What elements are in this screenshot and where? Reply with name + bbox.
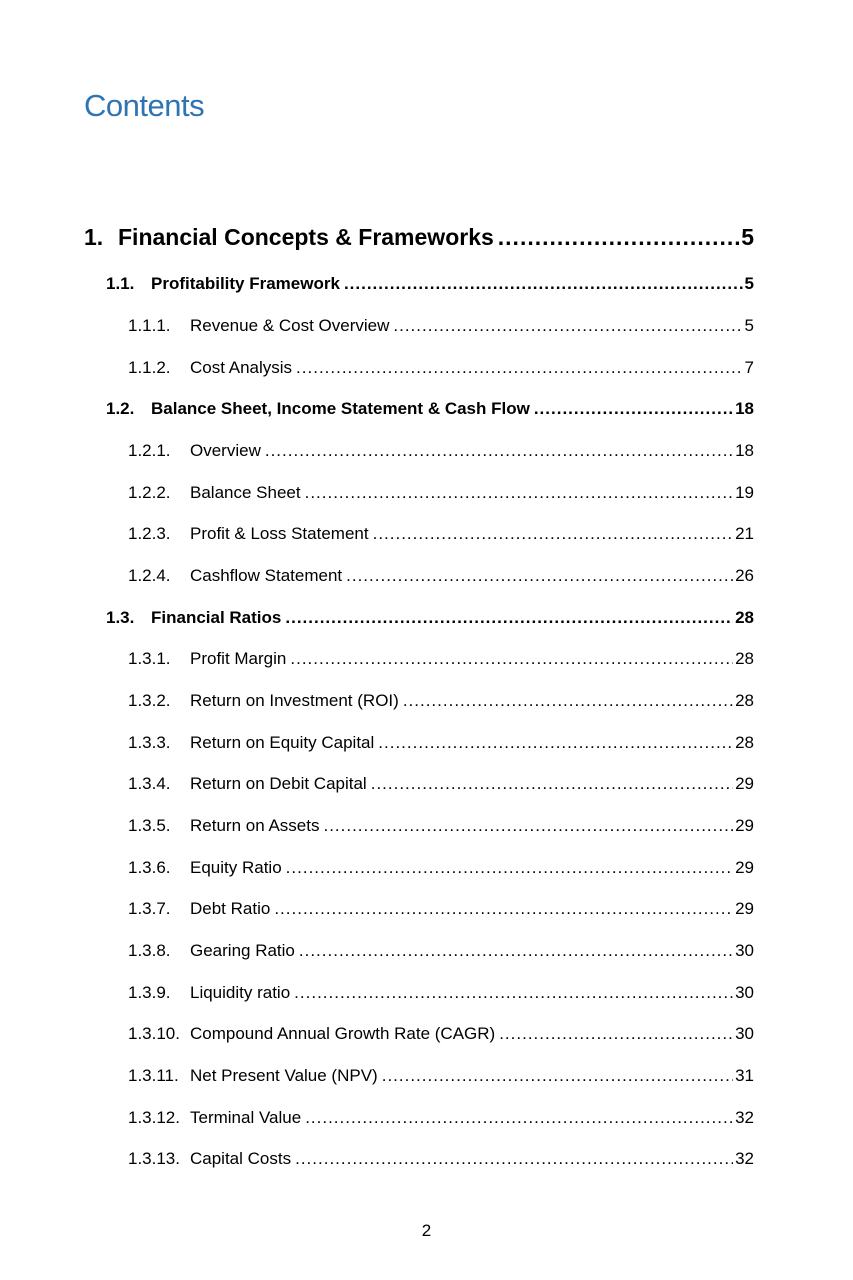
dot-leader xyxy=(323,816,733,836)
toc-entry-title: Profit & Loss Statement xyxy=(190,524,369,543)
toc-entry-title: Capital Costs xyxy=(190,1149,292,1168)
toc-entry-1-3-2[interactable] xyxy=(128,691,754,715)
toc-entry-number: 1.3.13. xyxy=(128,1149,180,1168)
toc-entry-page: 32 xyxy=(735,1108,754,1127)
toc-entry-title: Profit Margin xyxy=(190,649,287,668)
toc-entry-1-1-2[interactable] xyxy=(128,358,754,382)
toc-entry-1-3-12[interactable] xyxy=(128,1108,754,1132)
page-title: Contents xyxy=(84,88,205,123)
toc-entry-1-3-8[interactable] xyxy=(128,941,754,965)
toc-entry-number: 1.1. xyxy=(106,274,135,293)
toc-entry-title: Financial Ratios xyxy=(151,608,282,627)
toc-entry-title: Return on Equity Capital xyxy=(190,733,375,752)
toc-entry-page: 31 xyxy=(735,1066,754,1085)
toc-entry-page: 32 xyxy=(735,1149,754,1168)
toc-entry-title: Return on Investment (ROI) xyxy=(190,691,399,710)
toc-entry-1-3-3[interactable] xyxy=(128,733,754,757)
toc-entry-1-3-7[interactable] xyxy=(128,899,754,923)
dot-leader xyxy=(498,224,739,251)
toc-entry-number: 1.3.2. xyxy=(128,691,171,710)
dot-leader xyxy=(265,441,733,461)
toc-entry-1-3-1[interactable] xyxy=(128,649,754,673)
toc-entry-1-3-9[interactable] xyxy=(128,983,754,1007)
toc-entry-number: 1.3.10. xyxy=(128,1024,180,1043)
dot-leader xyxy=(346,566,733,586)
toc-entry-page: 19 xyxy=(735,483,754,502)
toc-entry-title: Balance Sheet, Income Statement & Cash Flow xyxy=(151,399,530,418)
dot-leader xyxy=(285,608,733,628)
toc-entry-1-3-6[interactable] xyxy=(128,858,754,882)
dot-leader xyxy=(403,691,733,711)
toc-entry-number: 1.2.3. xyxy=(128,524,171,543)
toc-entry-title: Overview xyxy=(190,441,261,460)
dot-leader xyxy=(393,316,742,336)
dot-leader xyxy=(296,358,742,378)
dot-leader xyxy=(295,1149,733,1169)
toc-entry-title: Balance Sheet xyxy=(190,483,301,502)
toc-entry-page: 21 xyxy=(735,524,754,543)
toc-entry-1-3-11[interactable] xyxy=(128,1066,754,1090)
toc-entry-title: Return on Assets xyxy=(190,816,320,835)
dot-leader xyxy=(305,1108,733,1128)
toc-entry-title: Return on Debit Capital xyxy=(190,774,367,793)
toc-entry-number: 1.3.7. xyxy=(128,899,171,918)
dot-leader xyxy=(286,858,733,878)
dot-leader xyxy=(290,649,733,669)
dot-leader xyxy=(534,399,733,419)
toc-entry-title: Financial Concepts & Frameworks xyxy=(118,224,494,250)
dot-leader xyxy=(373,524,733,544)
toc-entry-title: Compound Annual Growth Rate (CAGR) xyxy=(190,1024,496,1043)
toc-entry-section-1[interactable] xyxy=(84,224,754,254)
toc-entry-title: Gearing Ratio xyxy=(190,941,295,960)
toc-entry-1-3-5[interactable] xyxy=(128,816,754,840)
dot-leader xyxy=(299,941,733,961)
toc-entry-1-2-1[interactable] xyxy=(128,441,754,465)
toc-entry-1-2[interactable] xyxy=(106,399,754,423)
toc-entry-page: 28 xyxy=(735,649,754,668)
dot-leader xyxy=(294,983,733,1003)
toc-entry-page: 29 xyxy=(735,899,754,918)
toc-entry-title: Liquidity ratio xyxy=(190,983,291,1002)
toc-entry-number: 1.3.5. xyxy=(128,816,171,835)
toc-entry-title: Net Present Value (NPV) xyxy=(190,1066,378,1085)
toc-entry-number: 1. xyxy=(84,224,104,250)
dot-leader xyxy=(344,274,743,294)
toc-entry-1-3-4[interactable] xyxy=(128,774,754,798)
toc-entry-page: 29 xyxy=(735,858,754,877)
toc-entry-page: 28 xyxy=(735,691,754,710)
toc-entry-page: 29 xyxy=(735,774,754,793)
toc-entry-number: 1.2.2. xyxy=(128,483,171,502)
toc-entry-number: 1.2.1. xyxy=(128,441,171,460)
toc-entry-1-2-3[interactable] xyxy=(128,524,754,548)
toc-entry-1-2-4[interactable] xyxy=(128,566,754,590)
toc-entry-page: 30 xyxy=(735,1024,754,1043)
toc-entry-number: 1.1.1. xyxy=(128,316,171,335)
toc-entry-title: Terminal Value xyxy=(190,1108,302,1127)
toc-entry-1-3-13[interactable] xyxy=(128,1149,754,1173)
toc-entry-1-3-10[interactable] xyxy=(128,1024,754,1048)
toc-entry-title: Revenue & Cost Overview xyxy=(190,316,390,335)
toc-entry-page: 28 xyxy=(735,608,754,627)
toc-entry-page: 30 xyxy=(735,983,754,1002)
toc-entry-page: 18 xyxy=(735,441,754,460)
toc-entry-number: 1.3.4. xyxy=(128,774,171,793)
toc-entry-number: 1.3.1. xyxy=(128,649,171,668)
dot-leader xyxy=(382,1066,733,1086)
toc-entry-page: 5 xyxy=(744,274,754,293)
toc-entry-1-3[interactable] xyxy=(106,608,754,632)
toc-entry-1-1-1[interactable] xyxy=(128,316,754,340)
toc-entry-page: 30 xyxy=(735,941,754,960)
toc-entry-page: 5 xyxy=(741,224,754,250)
toc-entry-number: 1.3.9. xyxy=(128,983,171,1002)
toc-entry-page: 26 xyxy=(735,566,754,585)
toc-entry-page: 5 xyxy=(744,316,754,335)
toc-entry-title: Cost Analysis xyxy=(190,358,293,377)
toc-entry-number: 1.1.2. xyxy=(128,358,171,377)
toc-entry-number: 1.3.12. xyxy=(128,1108,180,1127)
toc-entry-page: 7 xyxy=(744,358,754,377)
dot-leader xyxy=(371,774,733,794)
toc-entry-number: 1.3.6. xyxy=(128,858,171,877)
toc-entry-1-2-2[interactable] xyxy=(128,483,754,507)
toc-entry-page: 29 xyxy=(735,816,754,835)
toc-entry-title: Debt Ratio xyxy=(190,899,271,918)
toc-entry-page: 18 xyxy=(735,399,754,418)
toc-entry-title: Profitability Framework xyxy=(151,274,340,293)
toc-entry-number: 1.3. xyxy=(106,608,135,627)
toc-entry-1-1[interactable] xyxy=(106,274,754,298)
dot-leader xyxy=(305,483,733,503)
toc-entry-title: Cashflow Statement xyxy=(190,566,343,585)
toc-entry-number: 1.3.8. xyxy=(128,941,171,960)
toc-entry-number: 1.2. xyxy=(106,399,135,418)
toc-entry-number: 1.2.4. xyxy=(128,566,171,585)
dot-leader xyxy=(274,899,733,919)
toc-entry-number: 1.3.3. xyxy=(128,733,171,752)
dot-leader xyxy=(378,733,733,753)
page-number: 2 xyxy=(421,1221,432,1240)
dot-leader xyxy=(499,1024,733,1044)
toc-entry-page: 28 xyxy=(735,733,754,752)
toc-entry-title: Equity Ratio xyxy=(190,858,282,877)
toc-entry-number: 1.3.11. xyxy=(128,1066,179,1085)
